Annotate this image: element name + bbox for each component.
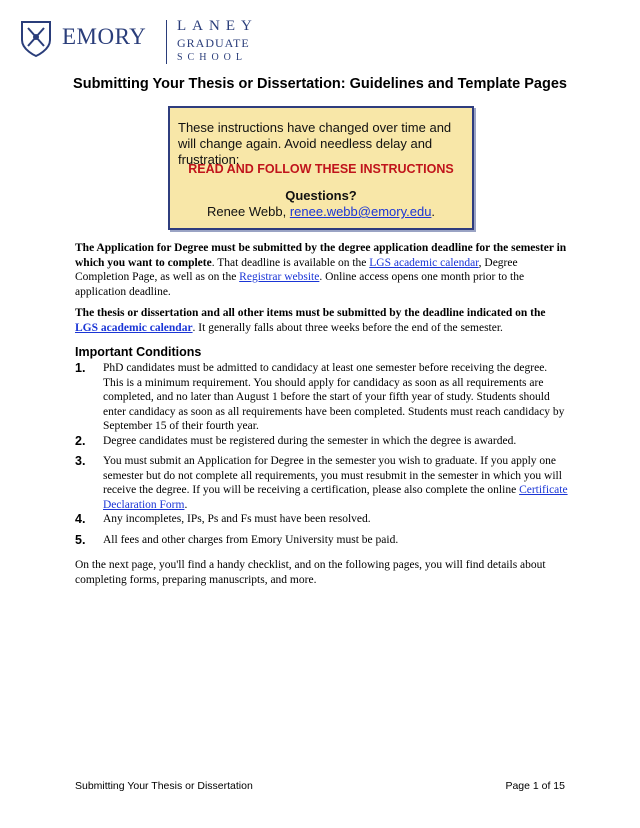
school-text: SCHOOL [177,52,248,63]
page-title: Submitting Your Thesis or Dissertation: Guidelines and Template Pages [73,76,567,92]
deadline-text: . It generally falls about three weeks before the end of the semester. [192,321,503,334]
contact-name: Renee Webb, [206,204,290,219]
application-text-3: . Online access opens one month prior to the application deadline. [75,271,525,298]
notice-intro: These instructions have changed over time and will change again. Avoid needless delay and frustration: [178,120,452,167]
application-bold: The Application for Degree must be submitted by the degree application deadline for the semester in which you want to complete [75,242,567,269]
conditions-heading: Important Conditions [75,345,202,359]
list-number: 2. [75,434,86,448]
deadline-paragraph [75,306,570,335]
list-item [75,361,570,434]
list-number: 3. [75,454,86,468]
list-text: Degree candidates must be registered during the semester in which the degree is awarded. [103,435,517,447]
list-number: 4. [75,512,86,526]
notice-contact [170,204,472,219]
list-item [75,454,570,512]
laney-text: LANEY [177,18,258,34]
footer-title: Submitting Your Thesis or Dissertation [75,780,253,792]
list-text: PhD candidates must be admitted to candidacy at least one semester before receiving the degree. This is a minimum requirement. You should apply for candidacy as soon as all requirements are completed, and no later than August 1 before the start of your fifth year of study. Students should enter candidacy as soon as all requirements have been completed. Students must reach candidacy by September 15 of their fourth year. [103,362,565,432]
list-text: You must submit an Application for Degree in the semester you wish to graduate. If you apply one semester but do not complete all requirements, you must resubmit in the semester in which you will receive the degree. If you will be receiving a certification, please also complete the online [103,455,562,496]
emory-shield-icon [20,20,52,58]
graduate-text: GRADUATE [177,36,250,50]
certificate-form-link[interactable]: Certificate Declaration Form [103,484,568,511]
registrar-website-link[interactable]: Registrar website [239,271,320,283]
list-item [75,533,570,548]
application-paragraph [75,241,570,299]
lgs-calendar-link-1[interactable]: LGS academic calendar [369,256,479,269]
logo-divider [166,20,167,64]
list-text-end: . [184,498,188,511]
page-header [20,16,320,68]
list-text: Any incompletes, IPs, Ps and Fs must have been resolved. [103,513,371,525]
emory-logo-text: EMORY [62,24,147,49]
list-item [75,434,570,449]
notice-box [168,106,474,230]
notice-read-warning: READ AND FOLLOW THESE INSTRUCTIONS [188,162,454,176]
list-number: 5. [75,533,86,547]
footer-page-number: Page 1 of 15 [505,780,565,792]
next-page-paragraph: On the next page, you'll find a handy checklist, and on the following pages, you will find details about completing forms, preparing manuscripts, and more. [75,559,546,586]
contact-end: . [431,204,436,219]
lgs-calendar-link-2[interactable]: LGS academic calendar [75,321,193,334]
list-number: 1. [75,361,86,375]
list-text: All fees and other charges from Emory University must be paid. [103,534,399,546]
application-text-1: . That deadline is available on the [211,256,370,269]
list-text-wrap [103,454,570,512]
deadline-bold-text: The thesis or dissertation and all other items must be submitted by the deadline indicated on the [75,307,546,319]
notice-questions: Questions? [285,188,357,203]
list-item [75,512,570,527]
contact-email-link[interactable]: renee.webb@emory.edu [289,204,432,219]
application-text-2: , Degree Completion Page, as well as on the [75,256,518,283]
